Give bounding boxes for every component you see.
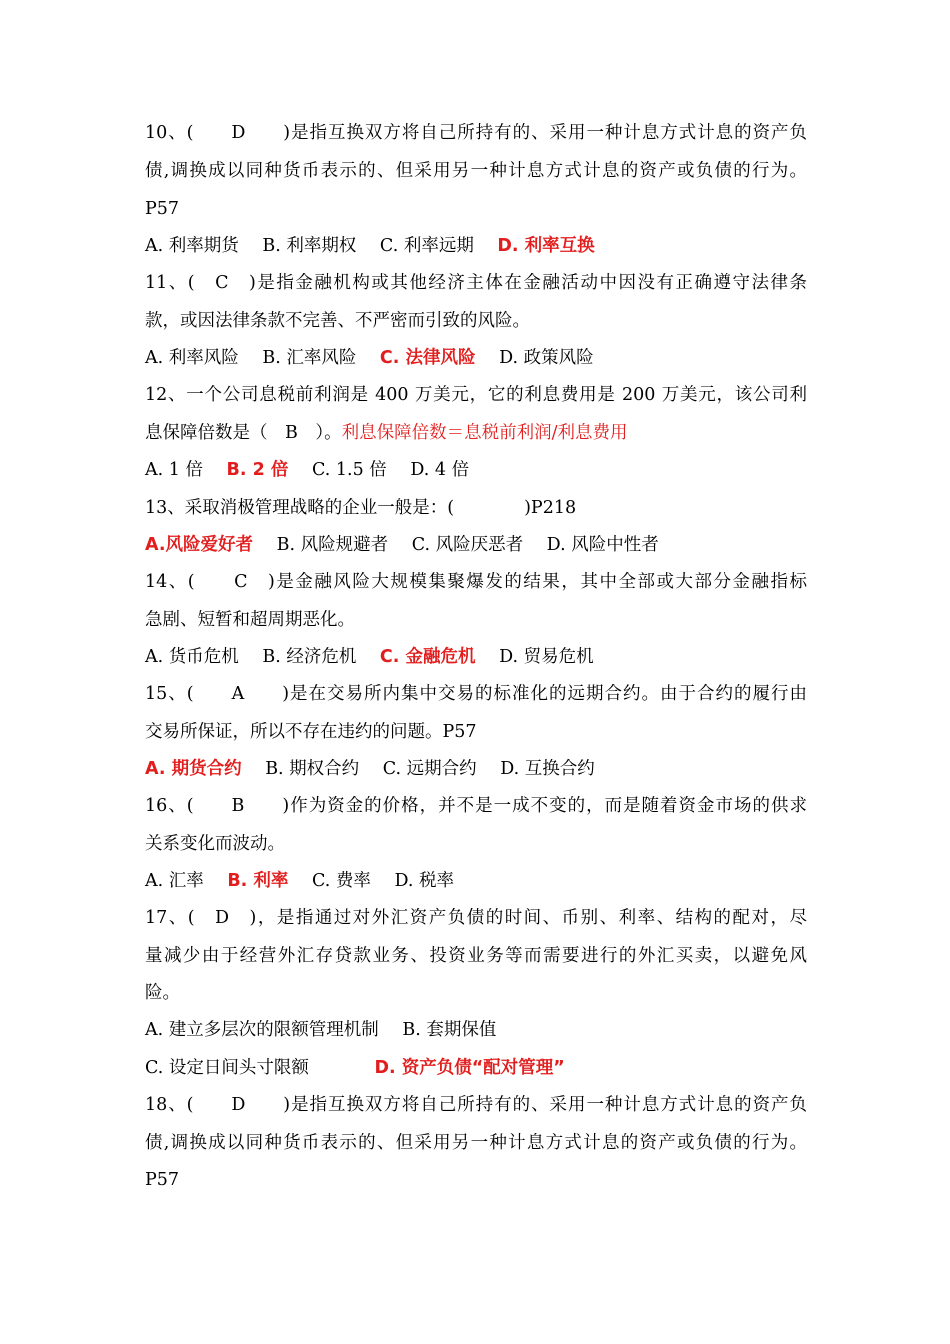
- option-a: A. 货币危机: [145, 647, 239, 667]
- option-c: C. 风险厌恶者: [411, 535, 524, 555]
- question-16-line-2: 关系变化而波动。: [145, 834, 285, 854]
- question-15-line-1: 15、( A )是在交易所内集中交易的标准化的远期合约。由于合约的履行由: [145, 684, 807, 704]
- question-11-options: [145, 345, 612, 375]
- question-10-line-2: 债,调换成以同种货币表示的、但采用另一种计息方式计息的资产或负债的行为。: [145, 161, 807, 181]
- option-a: A. 建立多层次的限额管理机制: [145, 1020, 379, 1040]
- question-17-line-2: 量减少由于经营外汇存贷款业务、投资业务等而需要进行的外汇买卖，以避免风: [145, 946, 807, 966]
- option-b: B. 风险规避者: [276, 535, 389, 555]
- option-b: B. 经济危机: [262, 647, 357, 667]
- question-16-options: [145, 868, 472, 898]
- option-a: A. 利率期货: [145, 236, 239, 256]
- option-d: D. 政策风险: [499, 348, 594, 368]
- option-a: A. 1 倍: [145, 460, 203, 480]
- option-d-answer: D. 利率互换: [497, 236, 595, 256]
- option-c-answer: C. 金融危机: [379, 647, 476, 667]
- question-11-line-1: 11、( C )是指金融机构或其他经济主体在金融活动中因没有正确遵守法律条: [145, 273, 807, 293]
- option-c: C. 远期合约: [382, 759, 477, 779]
- option-a: A. 汇率: [145, 871, 204, 891]
- option-a-answer: A. 期货合约: [145, 759, 242, 779]
- question-13-line-1: 13、采取消极管理战略的企业一般是：( )P218: [145, 498, 577, 518]
- option-b-answer: B. 2 倍: [226, 460, 289, 480]
- question-18-line-3: P57: [145, 1170, 180, 1190]
- question-17-options-row-1: [145, 1017, 514, 1047]
- option-a-answer: A.风险爱好者: [145, 535, 254, 555]
- question-14-line-1: 14、( C )是金融风险大规模集聚爆发的结果，其中全部或大部分金融指标: [145, 572, 807, 592]
- question-12-options: [145, 457, 487, 487]
- question-17-line-3: 险。: [145, 983, 180, 1003]
- question-18-line-2: 债,调换成以同种货币表示的、但采用另一种计息方式计息的资产或负债的行为。: [145, 1133, 807, 1153]
- question-13-options: [145, 532, 677, 562]
- question-11-line-2: 款，或因法律条款不完善、不严密而引致的风险。: [145, 311, 530, 331]
- question-10-line-1: 10、( D )是指互换双方将自己所持有的、采用一种计息方式计息的资产负: [145, 123, 807, 143]
- question-15-options: [145, 756, 613, 786]
- question-14-options: [145, 644, 612, 674]
- option-b: B. 期权合约: [265, 759, 360, 779]
- option-a: A. 利率风险: [145, 348, 239, 368]
- option-d-answer: D. 资产负债“配对管理”: [374, 1058, 565, 1078]
- option-d: D. 4 倍: [410, 460, 470, 480]
- question-15-line-2: 交易所保证，所以不存在违约的问题。P57: [145, 722, 477, 742]
- option-d: D. 互换合约: [500, 759, 595, 779]
- question-18-line-1: 18、( D )是指互换双方将自己所持有的、采用一种计息方式计息的资产负: [145, 1095, 807, 1115]
- question-12-line-2: [145, 420, 628, 450]
- question-17-line-1: 17、( D )，是指通过对外汇资产负债的时间、币别、利率、结构的配对，尽: [145, 908, 807, 928]
- question-10-line-3: P57: [145, 199, 180, 219]
- question-12-line-1: 12、一个公司息税前利润是 400 万美元，它的利息费用是 200 万美元，该公司利: [145, 385, 807, 405]
- question-16-line-1: 16、( B )作为资金的价格，并不是一成不变的，而是随着资金市场的供求: [145, 796, 807, 816]
- question-12-formula-note: 利息保障倍数＝息税前利润/利息费用: [341, 423, 628, 443]
- option-b: B. 套期保值: [402, 1020, 497, 1040]
- option-d: D. 风险中性者: [546, 535, 659, 555]
- option-b-answer: B. 利率: [227, 871, 289, 891]
- option-c-answer: C. 法律风险: [379, 348, 476, 368]
- option-c: C. 利率远期: [379, 236, 474, 256]
- question-10-options: [145, 233, 613, 263]
- option-d: D. 税率: [394, 871, 455, 891]
- option-d: D. 贸易危机: [499, 647, 594, 667]
- option-b: B. 汇率风险: [262, 348, 357, 368]
- option-c: C. 费率: [312, 871, 371, 891]
- question-12-stem-text: 息保障倍数是（ B ）。: [145, 423, 342, 443]
- option-c: C. 设定日间头寸限额: [145, 1058, 309, 1078]
- question-17-options-row-2: [145, 1055, 583, 1085]
- question-14-line-2: 急剧、短暂和超周期恶化。: [145, 610, 355, 630]
- option-c: C. 1.5 倍: [311, 460, 387, 480]
- option-b: B. 利率期权: [262, 236, 357, 256]
